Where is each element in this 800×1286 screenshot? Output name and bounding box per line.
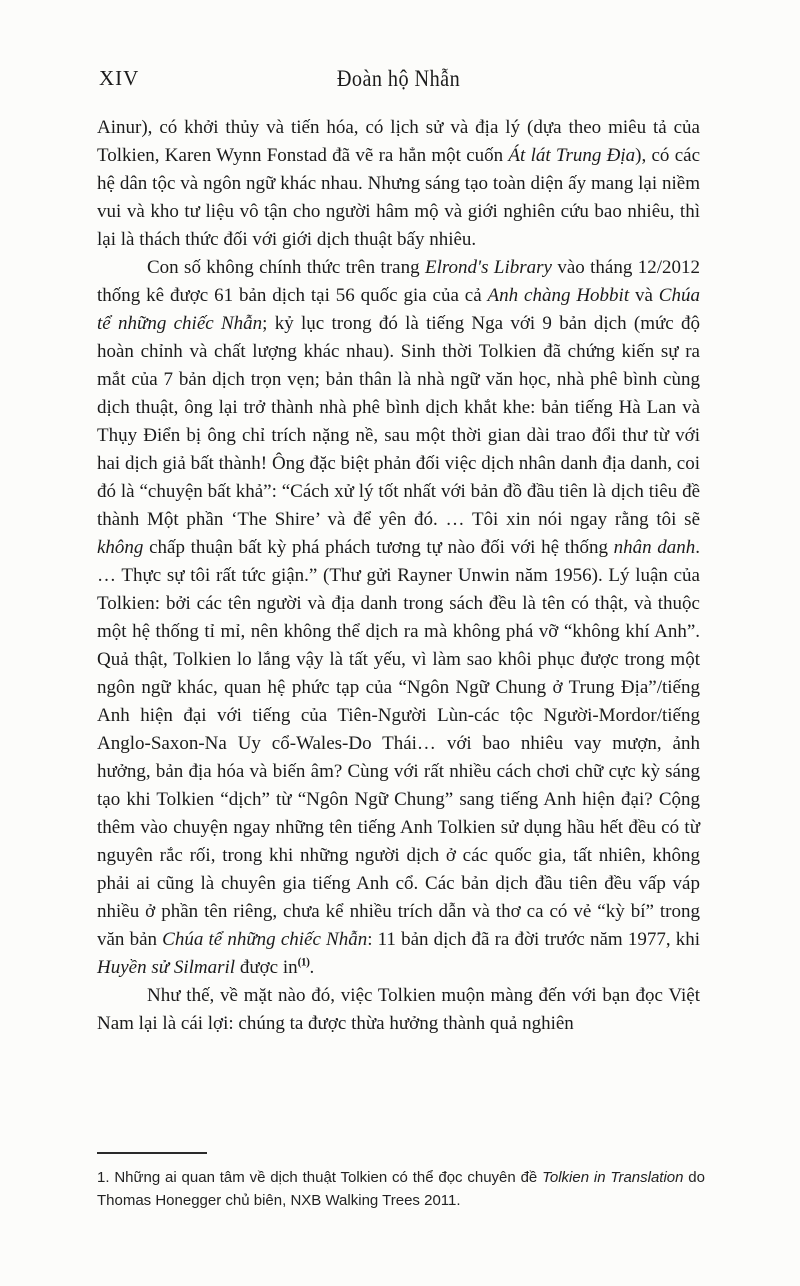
paragraph <box>97 254 700 982</box>
text-segment: . … Thực sự tôi rất tức giận.” (Thư gửi Rayner Unwin năm 1956). Lý luận của Tolkien: bởi các tên người và địa danh trong sách đều là tên có thật, và thuộc một hệ thống tỉ mỉ, nên không thể dịch ra mà không phá vỡ “không khí Anh”. Quả thật, Tolkien lo lắng vậy là tất yếu, vì làm sao khôi phục được trong một ngôn ngữ khác, quan hệ phức tạp của “Ngôn Ngữ Chung ở Trung Địa”/tiếng Anh hiện đại với tiếng của Tiên-Người Lùn-các tộc Người-Mordor/tiếng Anglo-Saxon-Na Uy cổ-Wales-Do Thái… với bao nhiêu vay mượn, ảnh hưởng, bản địa hóa và biến âm? Cùng với rất nhiều cách chơi chữ cực kỳ sáng tạo khi Tolkien “dịch” từ “Ngôn Ngữ Chung” sang tiếng Anh hiện đại? Cộng thêm vào chuyện ngay những tên tiếng Anh Tolkien sử dụng hầu hết đều có từ nguyên rắc rối, trong khi những người dịch ở các quốc gia, tất nhiên, không phải ai cũng là chuyên gia tiếng Anh cổ. Các bản dịch đầu tiên đều vấp váp nhiều ở phần tên riêng, chưa kể nhiều trích dẫn và thơ ca có vẻ “kỳ bí” trong văn bản <box>97 537 700 950</box>
text-segment: chấp thuận bất kỳ phá phách tương tự nào đối với hệ thống <box>143 537 614 558</box>
text-segment: Ainur), có khởi thủy và tiến hóa, có lịch sử và địa lý (dựa theo miêu tả của Tolkien, Karen Wynn Fonstad đã vẽ ra hẳn một cuốn <box>97 117 700 166</box>
text-segment: không <box>97 537 144 558</box>
paragraph <box>97 114 700 254</box>
text-segment: Như thế, về mặt nào đó, việc Tolkien muộn màng đến với bạn đọc Việt Nam lại là cái lợi: chúng ta được thừa hưởng thành quả nghiên <box>97 985 700 1034</box>
running-title: Đoàn hộ Nhẫn <box>336 66 461 91</box>
text-segment: . <box>309 957 315 978</box>
text-segment: do Thomas Honegger chủ biên, NXB Walking Trees 2011. <box>97 1169 705 1209</box>
text-segment: vào tháng 12/2012 thống kê được 61 bản dịch tại 56 quốc gia của cả <box>97 257 700 306</box>
text-segment: được in <box>235 957 298 978</box>
text-segment: ), có các hệ dân tộc và ngôn ngữ khác nhau. Nhưng sáng tạo toàn diện ấy mang lại niềm vui và kho tư liệu vô tận cho người hâm mộ và giới nghiên cứu bao nhiêu, thì lại là thách thức đối với giới dịch thuật bấy nhiêu. <box>97 145 700 250</box>
footnote-block <box>97 1152 705 1212</box>
text-segment: Huyền sử Silmaril <box>97 957 236 978</box>
text-segment: nhân danh <box>613 537 696 558</box>
footnote <box>97 1166 705 1212</box>
text-segment: (1) <box>297 956 310 969</box>
page-number: XIV <box>99 66 140 90</box>
text-segment: ; kỷ lục trong đó là tiếng Nga với 9 bản dịch (mức độ hoàn chỉnh và chất lượng khác nhau). Sinh thời Tolkien đã chứng kiến sự ra mắt của 7 bản dịch trọn vẹn; bản thân là nhà ngữ văn học, nhà phê bình cùng dịch thuật, ông lại trở thành nhà phê bình dịch khắt khe: bản tiếng Hà Lan và Thụy Điển bị ông chỉ trích nặng nề, sau một thời gian dài trao đổi thư từ với hai dịch giả bất thành! Ông đặc biệt phản đối việc dịch nhân danh địa danh, coi đó là “chuyện bất khả”: “Cách xử lý tốt nhất với bản đồ đầu tiên là dịch tiêu đề thành Một phần ‘The Shire’ và để yên đó. … Tôi xin nói ngay rằng tôi sẽ <box>97 313 700 530</box>
page-header <box>97 66 700 94</box>
text-segment: 1. Những ai quan tâm về dịch thuật Tolkien có thể đọc chuyên đề <box>97 1169 543 1186</box>
body-text <box>97 114 700 1038</box>
footnote-rule <box>97 1152 207 1154</box>
text-segment: Át lát Trung Địa <box>508 145 636 166</box>
text-segment: Tolkien in Translation <box>542 1169 684 1186</box>
text-segment: và <box>629 285 659 306</box>
text-segment: : 11 bản dịch đã ra đời trước năm 1977, khi <box>367 929 700 950</box>
text-segment: Con số không chính thức trên trang <box>147 257 425 278</box>
text-segment: Chúa tể những chiếc Nhẫn <box>162 929 368 950</box>
paragraph <box>97 982 700 1038</box>
text-segment: Anh chàng Hobbit <box>487 285 630 306</box>
text-segment: Chúa tể những chiếc Nhẫn <box>97 285 700 334</box>
text-segment: Elrond's Library <box>424 257 552 278</box>
